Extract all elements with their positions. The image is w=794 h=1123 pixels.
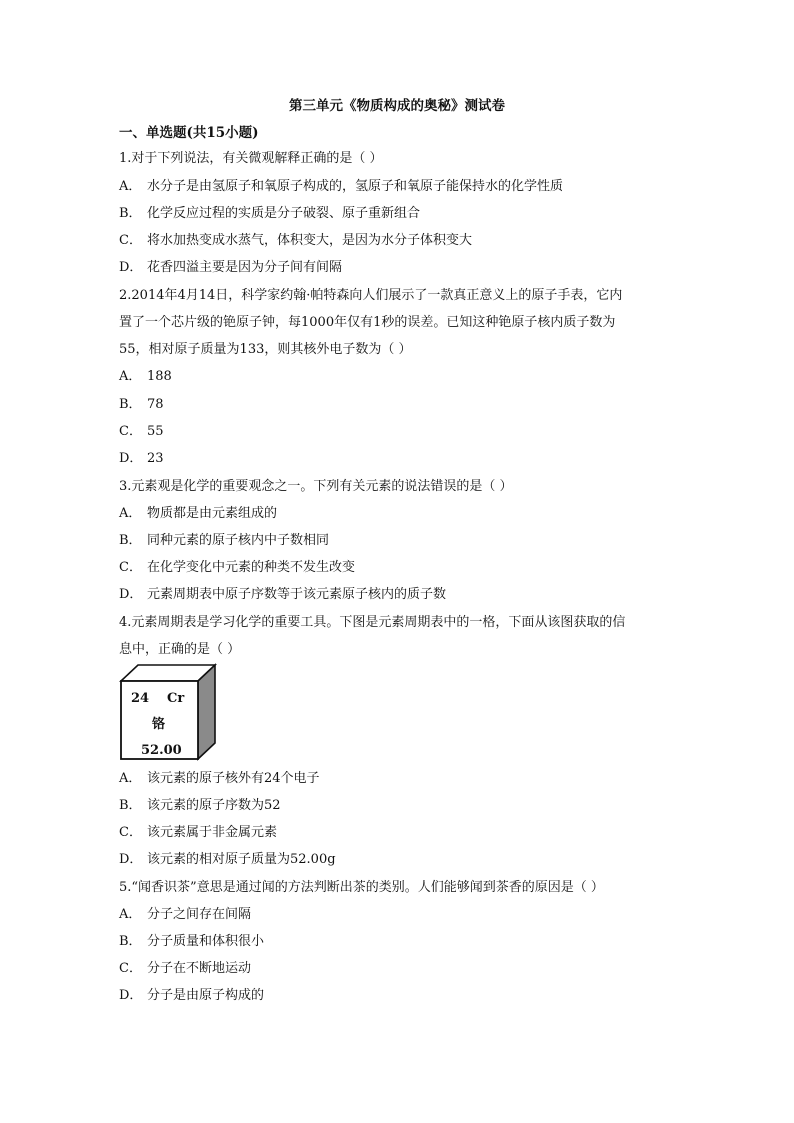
option-letter: D． — [119, 852, 143, 867]
question-1-stem: 1.对于下列说法，有关微观解释正确的是（ ） — [119, 151, 383, 166]
question-1-option-b — [119, 204, 684, 224]
option-letter: A． — [119, 369, 142, 384]
question-1-option-d — [119, 258, 684, 278]
option-letter: B． — [119, 934, 142, 949]
option-letter: A． — [119, 771, 142, 786]
atomic-mass: 52.00 — [141, 743, 182, 758]
question-4-option-c — [119, 823, 684, 843]
option-text: 该元素的原子核外有24个电子 — [147, 771, 320, 786]
question-2-stem-line-3: 55，相对原子质量为133，则其核外电子数为（ ） — [119, 342, 412, 357]
question-3-option-d — [119, 585, 684, 605]
question-2-option-b — [119, 395, 684, 415]
option-text: 该元素属于非金属元素 — [147, 825, 278, 840]
question-4-stem-line-2: 息中，正确的是（ ） — [119, 642, 241, 657]
option-letter: D． — [119, 451, 143, 466]
option-text: 元素周期表中原子序数等于该元素原子核内的质子数 — [147, 587, 447, 602]
question-2-stem-line-2: 置了一个芯片级的铯原子钟，每1000年仅有1秒的误差。已知这种铯原子核内质子数为 — [119, 315, 616, 330]
question-5-stem: 5.“闻香识茶”意思是通过闻的方法判断出茶的类别。人们能够闻到茶香的原因是（ ） — [119, 880, 604, 895]
option-text: 55 — [147, 424, 164, 439]
option-letter: B． — [119, 397, 142, 412]
option-letter: B． — [119, 533, 142, 548]
question-3-option-c — [119, 558, 684, 578]
option-text: 分子在不断地运动 — [147, 961, 252, 976]
question-4-option-b — [119, 796, 684, 816]
question-2-option-a — [119, 367, 684, 387]
question-5-option-d — [119, 986, 684, 1006]
option-text: 水分子是由氢原子和氧原子构成的，氢原子和氧原子能保持水的化学性质 — [147, 179, 564, 194]
option-text: 物质都是由元素组成的 — [147, 506, 278, 521]
option-text: 分子质量和体积很小 — [147, 934, 265, 949]
option-letter: C． — [119, 825, 142, 840]
page-title: 第三单元《物质构成的奥秘》测试卷 — [289, 98, 505, 114]
option-letter: B． — [119, 798, 142, 813]
option-letter: D． — [119, 260, 143, 275]
question-3-option-b — [119, 531, 684, 551]
option-text: 花香四溢主要是因为分子间有间隔 — [147, 260, 343, 275]
option-letter: A． — [119, 907, 142, 922]
option-text: 在化学变化中元素的种类不发生改变 — [147, 560, 356, 575]
option-text: 分子之间存在间隔 — [147, 907, 252, 922]
cube-side-face — [198, 665, 215, 759]
option-text: 将水加热变成水蒸气，体积变大，是因为水分子体积变大 — [147, 233, 473, 248]
option-text: 该元素的原子序数为52 — [147, 798, 281, 813]
option-letter: C． — [119, 961, 142, 976]
option-letter: D． — [119, 587, 143, 602]
question-1-option-c — [119, 231, 684, 251]
option-letter: D． — [119, 988, 143, 1003]
option-letter: C． — [119, 424, 142, 439]
question-1-option-a — [119, 177, 684, 197]
element-symbol: Cr — [167, 691, 185, 706]
question-5-option-b — [119, 932, 684, 952]
question-2-option-c — [119, 422, 684, 442]
option-text: 化学反应过程的实质是分子破裂、原子重新组合 — [147, 206, 421, 221]
question-4-option-a — [119, 769, 684, 789]
element-cell-figure — [119, 662, 219, 762]
element-name: 铬 — [152, 717, 166, 732]
option-text: 188 — [147, 369, 172, 384]
question-5-option-a — [119, 905, 684, 925]
question-5-option-c — [119, 959, 684, 979]
option-text: 同种元素的原子核内中子数相同 — [147, 533, 330, 548]
question-2-option-d — [119, 449, 684, 469]
option-text: 78 — [147, 397, 164, 412]
question-3-option-a — [119, 504, 684, 524]
question-3-stem: 3.元素观是化学的重要观念之一。下列有关元素的说法错误的是（ ） — [119, 479, 513, 494]
option-letter: A． — [119, 179, 142, 194]
option-text: 分子是由原子构成的 — [147, 988, 265, 1003]
question-4-stem-line-1: 4.元素周期表是学习化学的重要工具。下图是元素周期表中的一格，下面从该图获取的信 — [119, 615, 626, 630]
question-4-option-d — [119, 850, 684, 870]
option-text: 23 — [147, 451, 164, 466]
section-heading: 一、单选题(共15小题) — [119, 125, 259, 141]
option-letter: A． — [119, 506, 142, 521]
option-letter: C． — [119, 560, 142, 575]
question-2-stem-line-1: 2.2014年4月14日，科学家约翰·帕特森向人们展示了一款真正意义上的原子手表，它内 — [119, 288, 623, 303]
atomic-number: 24 — [131, 691, 150, 706]
option-letter: B． — [119, 206, 142, 221]
option-letter: C． — [119, 233, 142, 248]
element-cube-image — [119, 662, 219, 762]
option-text: 该元素的相对原子质量为52.00g — [147, 852, 336, 867]
